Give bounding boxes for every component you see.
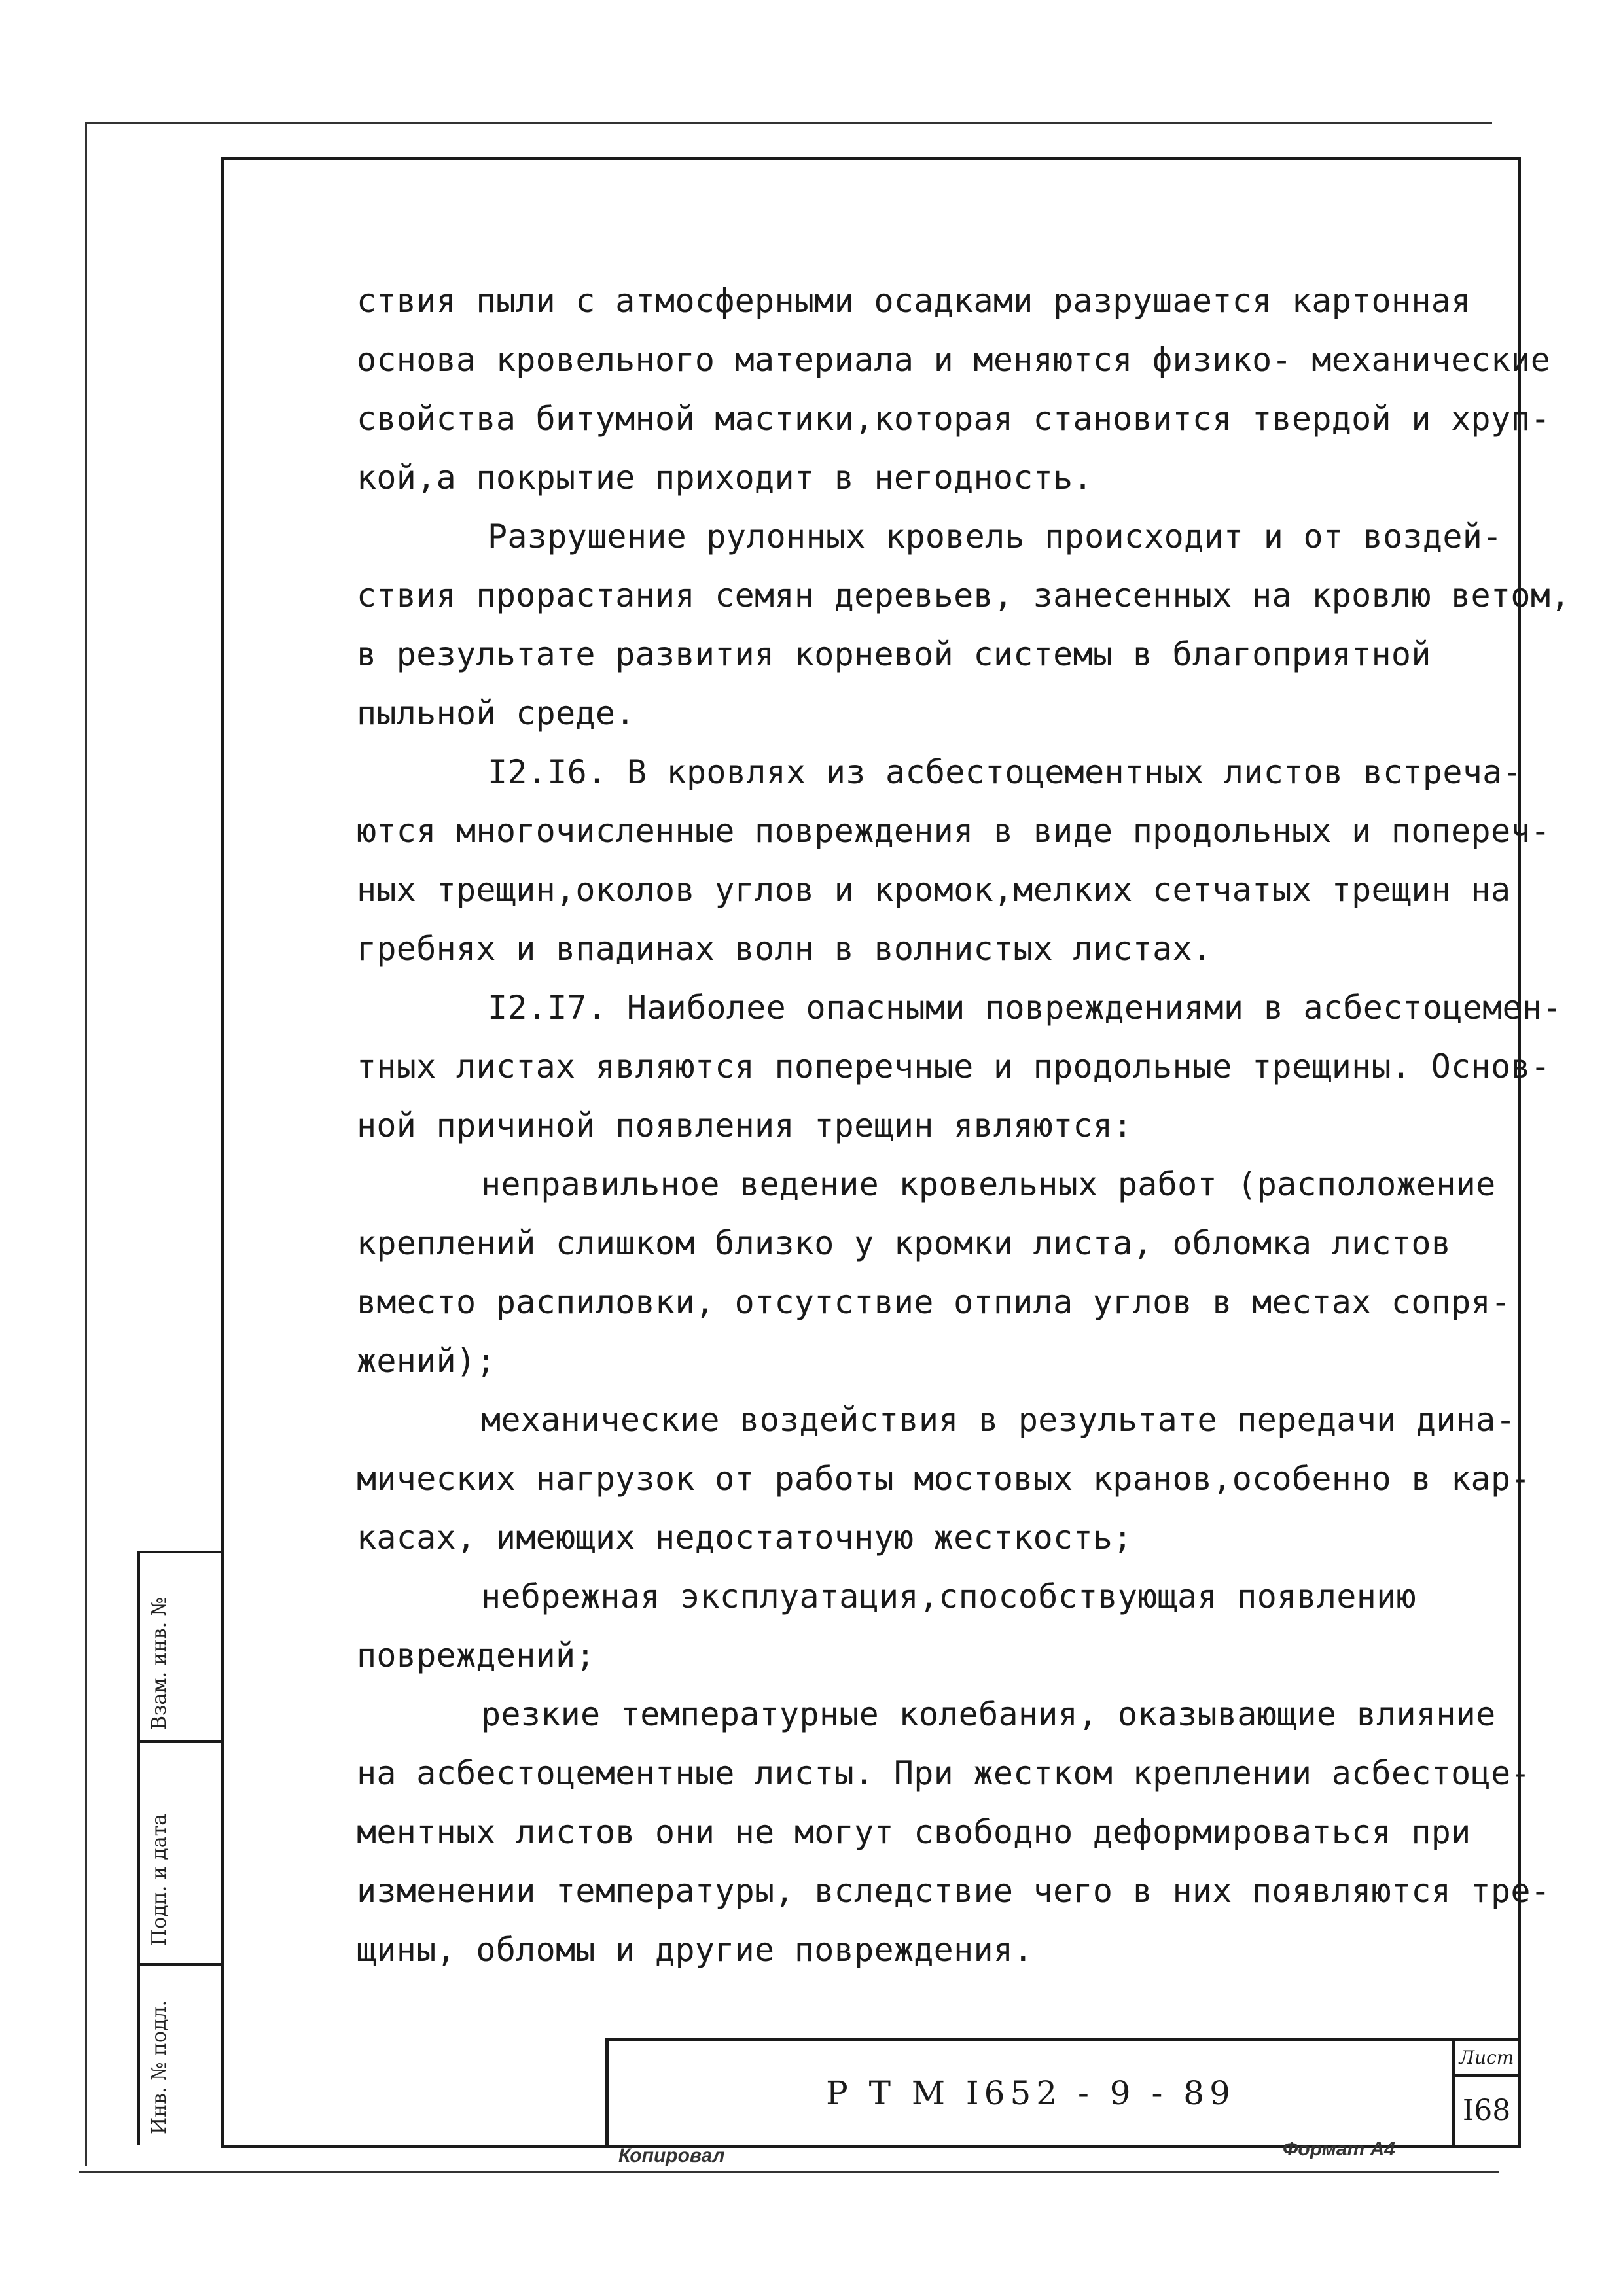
side-label-original: Инв. № подл. [148,2000,171,2134]
body-line: ствия прорастания семян деревьев, занесенных на кровлю ветом, [357,576,1571,614]
body-line: щины, обломы и другие повреждения. [357,1931,1033,1969]
body-line: небрежная эксплуатация,способствующая появлению [481,1578,1416,1616]
body-line: повреждений; [357,1636,596,1674]
body-line: свойства битумной мастики,которая становится твердой и хруп- [357,400,1551,438]
side-stamp-strip [137,1551,224,2145]
body-line: в результате развития корневой системы в благоприятной [357,635,1431,673]
side-cell-signature [140,1740,221,1966]
body-line: ной причиной появления трещин являются: [357,1106,1133,1144]
format-label: Формат А4 [1283,2138,1395,2160]
body-line: на асбестоцементные листы. При жестком креплении асбестоце- [357,1754,1531,1792]
side-cell-replacement [140,1551,221,1743]
body-line: тных листах являются поперечные и продольные трещины. Основ- [357,1048,1551,1086]
body-line: вместо распиловки, отсутствие отпила углов в местах сопря- [357,1283,1511,1321]
document-body [357,272,1571,1979]
body-line: основа кровельного материала и меняются физико- механические [357,341,1551,379]
side-cell-original [140,1963,221,2147]
body-line: мических нагрузок от работы мостовых кранов,особенно в кар- [357,1460,1531,1498]
body-line: I2.I7. Наиболее опасными повреждениями в асбестоцемен- [488,989,1562,1027]
body-line: Разрушение рулонных кровель происходит и от воздей- [488,518,1503,556]
body-line: ствия пыли с атмосферными осадками разрушается картонная [357,282,1471,320]
body-line: I2.I6. В кровлях из асбестоцементных листов встреча- [488,753,1522,791]
body-line: креплений слишком близко у кромки листа, обломка листов [357,1224,1452,1262]
body-line: изменении температуры, вследствие чего в них появляются тре- [357,1872,1551,1910]
copied-by-label: Копировал [618,2145,725,2166]
body-line: резкие температурные колебания, оказывающие влияние [481,1695,1496,1733]
body-line: ных трещин,околов углов и кромок,мелких сетчатых трещин на [357,871,1511,909]
sheet-number: I68 [1462,2094,1511,2127]
sheet-label: Лист [1455,2041,1518,2077]
sheet-cell [1452,2041,1518,2145]
side-label-replacement: Взам. инв. № [148,1597,171,1730]
body-line: ются многочисленные повреждения в виде продольных и попереч- [357,812,1551,850]
body-line: пыльной среде. [357,694,635,732]
body-line: жений); [357,1342,496,1380]
outer-frame-bottom-line [79,2171,1499,2173]
body-line: механические воздействия в результате передачи дина- [481,1401,1516,1439]
body-line: неправильное ведение кровельных работ (расположение [481,1165,1496,1203]
title-block [605,2038,1518,2145]
outer-frame-left-line [85,124,87,2166]
body-line: ментных листов они не могут свободно деформироваться при [357,1813,1471,1851]
body-line: гребнях и впадинах волн в волнистых листах. [357,930,1213,968]
side-label-signature: Подп. и дата [148,1813,171,1946]
outer-frame-top-line [85,122,1492,124]
body-line: кой,а покрытие приходит в негодность. [357,459,1093,497]
body-line: касах, имеющих недостаточную жесткость; [357,1519,1133,1557]
document-code: Р Т М I652 - 9 - 89 [826,2074,1236,2112]
